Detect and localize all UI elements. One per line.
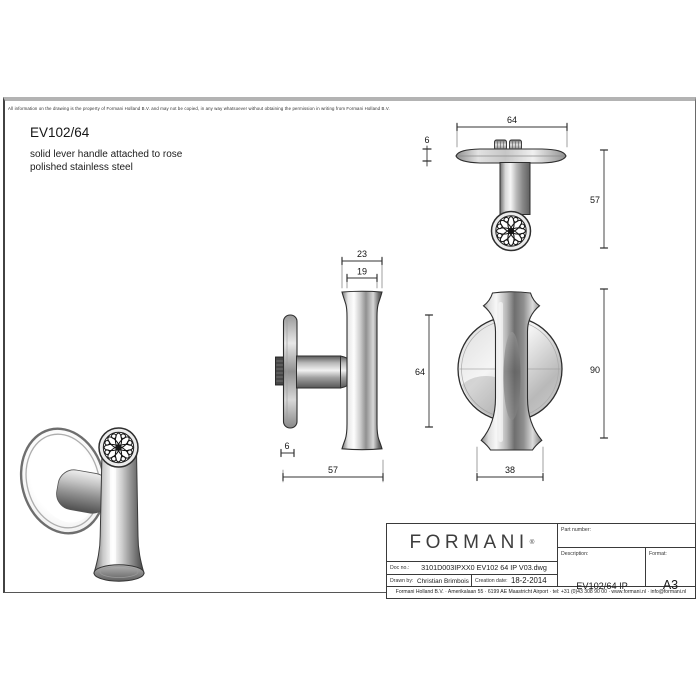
dim-label-overall-height: 90 — [589, 365, 600, 375]
side-view — [276, 249, 433, 482]
dim-label-top-depth: 57 — [589, 195, 600, 205]
doc-no-value: 3101D003IPXX0 EV102 64 IP V03.dwg — [421, 563, 547, 572]
dim-grip-width — [477, 447, 543, 481]
copyright-notice: All information on the drawing is the property of Formani Holland B.V. and may not be copied, in any way whatsoever without obtaining the permission in writing from Formani Holland B.V. — [8, 106, 390, 111]
creation-date-value: 18-2-2014 — [511, 576, 547, 585]
brand-logo — [387, 524, 557, 561]
lever-grip-side — [342, 291, 382, 449]
fixing-screws — [495, 140, 522, 150]
product-description-line2: polished stainless steel — [30, 161, 133, 173]
company-address: Formani Holland B.V. · Amerikalaan 55 · 6199 AE Maastricht Airport · tel: +31 (0)43 308 90 00 · www.formani.nl · info@formani.nl — [395, 589, 687, 595]
rose-edge — [284, 315, 298, 428]
description-label: Description: — [561, 551, 589, 557]
dim-overall-height — [601, 289, 608, 438]
front-view — [456, 289, 608, 481]
drawn-by-value: Christian Brimbois — [417, 577, 469, 585]
dim-label-projection: 57 — [327, 465, 339, 475]
rosette-pattern — [99, 428, 138, 467]
dim-label-rose-thickness: 6 — [284, 441, 290, 451]
dim-label-grip-length: 64 — [414, 367, 425, 377]
dim-label-grip-neck-width: 19 — [356, 266, 368, 277]
product-code-title: EV102/64 — [30, 125, 90, 140]
creation-date-label: Creation date: — [475, 578, 508, 584]
dim-plate-thickness — [423, 146, 431, 166]
brand-logo-text: FORMANI — [409, 531, 529, 553]
description-value: EV102/64 IP — [576, 581, 628, 591]
part-number-label: Part number: — [561, 527, 591, 533]
title-block — [386, 523, 696, 599]
perspective-view — [10, 419, 144, 581]
dim-label-grip-width: 38 — [504, 465, 516, 475]
format-label: Format: — [649, 551, 667, 557]
dim-label-top-width: 64 — [506, 115, 518, 125]
registered-trademark-symbol: ® — [529, 539, 535, 546]
product-description-line1: solid lever handle attached to rose — [30, 149, 183, 160]
dim-label-plate-thickness: 6 — [424, 135, 430, 145]
lever-bottom-cap-3d — [94, 565, 144, 581]
dim-grip-length — [426, 315, 433, 427]
dim-top-depth — [601, 150, 608, 248]
spindle — [297, 356, 341, 388]
doc-no-label: Doc no.: — [390, 565, 410, 571]
dim-label-grip-top-width: 23 — [356, 249, 368, 259]
drawn-by-label: Drawn by: — [390, 578, 414, 584]
spindle-nut — [276, 357, 284, 385]
format-value: A3 — [662, 578, 679, 592]
lever-stem-top — [500, 163, 530, 215]
rosette-pattern — [492, 212, 531, 251]
top-view — [423, 115, 608, 251]
